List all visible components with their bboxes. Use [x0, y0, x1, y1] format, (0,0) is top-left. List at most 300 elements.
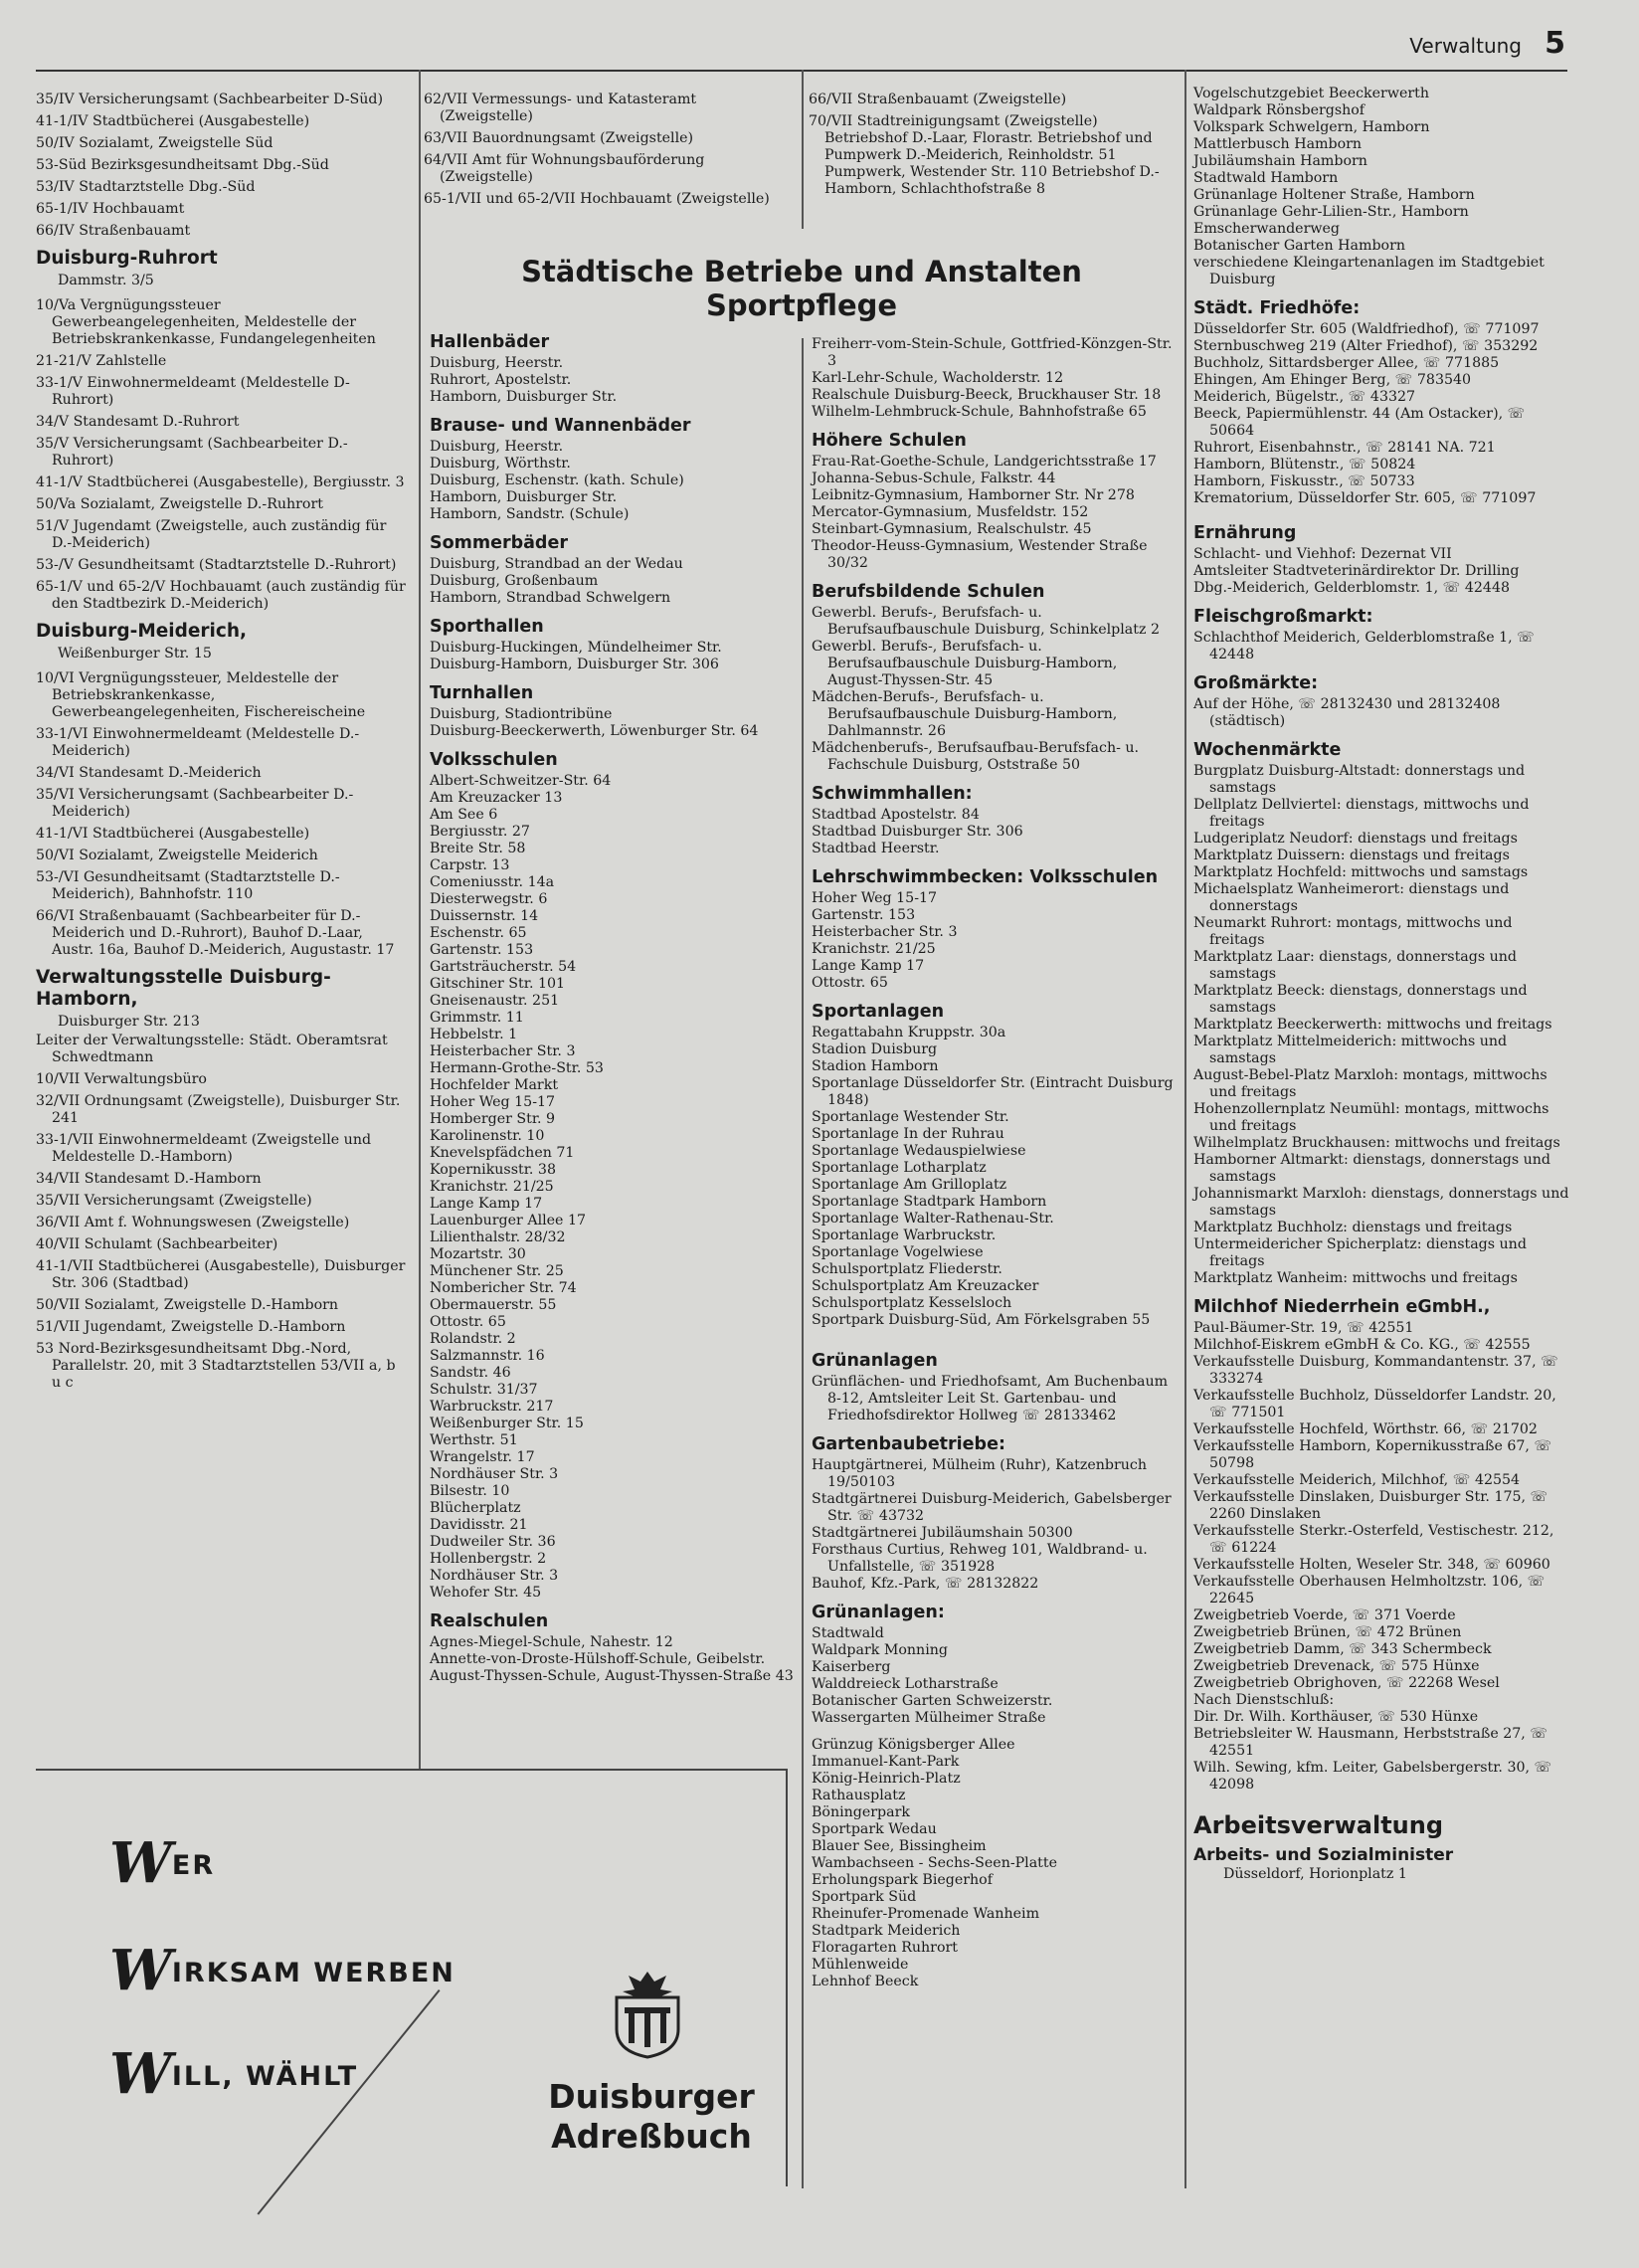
list-item: Blauer See, Bissingheim [812, 1838, 987, 1854]
list-item: Frau-Rat-Goethe-Schule, Landgerichtsstraße 17 [812, 454, 1157, 470]
hoehere-schulen-list [812, 454, 1176, 572]
list-item: Marktplatz Wanheim: mittwochs und freitags [1193, 1270, 1518, 1286]
list-item: Freiherr-vom-Stein-Schule, Gottfried-Könzgen-Str. 3 [812, 336, 1173, 369]
column-4 [1193, 86, 1571, 1883]
list-item: Wrangelstr. 17 [430, 1449, 535, 1465]
list-item: Wassergarten Mülheimer Straße [812, 1710, 1046, 1726]
list-item: 70/VII Stadtreinigungsamt (Zweigstelle) Betriebshof D.-Laar, Florastr. Betriebshof und Pumpwerk D.-Meiderich, Reinholdstr. 51 Pumpwerk, Westender Str. 110 Betriebshof D.-Hamborn, Schlachthofstraße 8 [809, 113, 1160, 197]
list-item: Floragarten Ruhrort [812, 1940, 958, 1956]
column-divider-2b [802, 338, 804, 2188]
list-item: 53/IV Stadtarztstelle Dbg.-Süd [36, 179, 256, 195]
list-item: Hochfelder Markt [430, 1077, 559, 1093]
list-item: Theodor-Heuss-Gymnasium, Westender Straße 30/32 [812, 538, 1148, 571]
turnhallen-heading: Turnhallen [430, 683, 534, 703]
column-1 [36, 92, 406, 1397]
list-item: Lauenburger Allee 17 [430, 1213, 586, 1228]
list-item: Steinbart-Gymnasium, Realschulstr. 45 [812, 521, 1092, 537]
hamborn-leiter: Leiter der Verwaltungsstelle: Städt. Oberamtsrat Schwedtmann [36, 1033, 388, 1065]
list-item: 34/VI Standesamt D.-Meiderich [36, 765, 262, 781]
list-item: Schlachthof Meiderich, Gelderblomstraße 1, ☏ 42448 [1193, 630, 1535, 662]
list-item: Hohenzollernplatz Neumühl: montags, mittwochs und freitags [1193, 1101, 1549, 1134]
list-item: Duisburg, Eschenstr. (kath. Schule) [430, 472, 684, 488]
list-item: Carpstr. 13 [430, 857, 510, 873]
list-item: Davidisstr. 21 [430, 1517, 528, 1533]
list-item: Stadion Duisburg [812, 1041, 938, 1057]
list-item: Schulsportplatz Fliederstr. [812, 1261, 1002, 1277]
ernaehrung-heading: Ernährung [1193, 523, 1297, 543]
list-item: Schlacht- und Viehhof: Dezernat VII [1193, 546, 1452, 562]
list-item: Wilhelm-Lehmbruck-Schule, Bahnhofstraße 65 [812, 404, 1147, 420]
gruenanlagen-amt [812, 1374, 1176, 1424]
advertisement [36, 1769, 788, 2186]
lehrschwimm-list [812, 890, 1176, 992]
list-item: Verkaufsstelle Hamborn, Kopernikusstraße 67, ☏ 50798 [1193, 1438, 1552, 1471]
list-item: Regattabahn Kruppstr. 30a [812, 1025, 1006, 1040]
list-item: Sportanlage Lotharplatz [812, 1160, 987, 1176]
list-item: Hoher Weg 15-17 [430, 1094, 556, 1110]
list-item: Ludgeriplatz Neudorf: dienstags und freitags [1193, 831, 1518, 847]
list-item: 65-1/IV Hochbauamt [36, 201, 185, 217]
list-item: Hoher Weg 15-17 [812, 890, 938, 906]
list-item: Lehnhof Beeck [812, 1974, 919, 1989]
list-item: Sportanlage Düsseldorfer Str. (Eintracht Duisburg 1848) [812, 1075, 1174, 1108]
arbeitsverwaltung-heading: Arbeitsverwaltung [1193, 1811, 1444, 1839]
list-item: Waldpark Rönsbergshof [1193, 102, 1366, 118]
lehrschwimm-heading: Lehrschwimmbecken: Volksschulen [812, 867, 1159, 887]
list-item: Hollenbergstr. 2 [430, 1551, 547, 1567]
list-item: Hamborn, Sandstr. (Schule) [430, 506, 630, 522]
list-item: Zweigbetrieb Voerde, ☏ 371 Voerde [1193, 1607, 1456, 1623]
meiderich-heading: Duisburg-Meiderich, [36, 621, 248, 642]
list-item: Mühlenweide [812, 1957, 909, 1973]
list-item: Weißenburger Str. 15 [430, 1416, 584, 1431]
list-item: Duisburg, Stadiontribüne [430, 706, 613, 722]
list-item: Sportanlage Stadtpark Hamborn [812, 1194, 1047, 1210]
list-item: Wambachseen - Sechs-Seen-Platte [812, 1855, 1057, 1871]
list-item: Diesterwegstr. 6 [430, 891, 548, 907]
list-item: Ruhrort, Apostelstr. [430, 372, 572, 388]
gruenanlagen-list-heading: Grünanlagen: [812, 1603, 945, 1622]
list-item: Verkaufsstelle Holten, Weseler Str. 348, ☏ 60960 [1193, 1557, 1550, 1573]
list-item: Schulsportplatz Kesselsloch [812, 1295, 1012, 1311]
column-3-top [809, 92, 1177, 203]
friedhoefe-heading: Städt. Friedhöfe: [1193, 298, 1361, 318]
list-item: 41-1/V Stadtbücherei (Ausgabestelle), Bergiusstr. 3 [36, 474, 405, 490]
sportanlagen-list [812, 1025, 1176, 1329]
list-item: Nordhäuser Str. 3 [430, 1466, 559, 1482]
list-item: Obermauerstr. 55 [430, 1297, 557, 1313]
list-item: Emscherwanderweg [1193, 221, 1340, 237]
list-item: Zweigbetrieb Drevenack, ☏ 575 Hünxe [1193, 1658, 1480, 1674]
list-item: Hauptgärtnerei, Mülheim (Ruhr), Katzenbruch 19/50103 [812, 1457, 1147, 1490]
list-item: Ottostr. 65 [430, 1314, 506, 1330]
list-item: 50/VII Sozialamt, Zweigstelle D.-Hamborn [36, 1297, 339, 1313]
list-item: Verkaufsstelle Sterkr.-Osterfeld, Vestischestr. 212, ☏ 61224 [1193, 1523, 1554, 1556]
list-item: Rathausplatz [812, 1788, 906, 1803]
hallenbaeder-heading: Hallenbäder [430, 332, 550, 352]
list-item: Stadtbad Apostelstr. 84 [812, 807, 980, 823]
list-item: Dir. Dr. Wilh. Korthäuser, ☏ 530 Hünxe [1193, 1709, 1479, 1725]
gruenanlagen-heading: Grünanlagen [812, 1351, 938, 1371]
list-item: Mädchen-Berufs-, Berufsfach- u. Berufsaufbauschule Duisburg-Hamborn, Dahlmannstr. 26 [812, 689, 1118, 739]
list-item: Am See 6 [430, 807, 498, 823]
list-item: Burgplatz Duisburg-Altstadt: donnerstags und samstags [1193, 763, 1526, 796]
list-item: Walddreieck Lotharstraße [812, 1676, 999, 1692]
list-item: Hamborner Altmarkt: dienstags, donnerstags und samstags [1193, 1152, 1551, 1185]
banner-title: Städtische Betriebe und Anstalten [521, 255, 1082, 288]
list-item: verschiedene Kleingartenanlagen im Stadtgebiet Duisburg [1193, 255, 1545, 287]
list-item: 41-1/IV Stadtbücherei (Ausgabestelle) [36, 113, 310, 129]
list-item: Breite Str. 58 [430, 841, 526, 856]
list-item: Ruhrort, Eisenbahnstr., ☏ 28141 NA. 721 [1193, 440, 1496, 456]
list-item: 35/VI Versicherungsamt (Sachbearbeiter D.-Meiderich) [36, 787, 354, 820]
list-item: Bergiusstr. 27 [430, 824, 530, 840]
list-item: Duisburg, Heerstr. [430, 355, 564, 371]
list-item: Böningerpark [812, 1804, 910, 1820]
list-item: Botanischer Garten Hamborn [1193, 238, 1405, 254]
list-item: 34/VII Standesamt D.-Hamborn [36, 1171, 262, 1187]
list-item: Johannismarkt Marxloh: dienstags, donnerstags und samstags [1193, 1186, 1569, 1219]
list-item: Botanischer Garten Schweizerstr. [812, 1693, 1053, 1709]
list-item: Marktplatz Duissern: dienstags und freitags [1193, 848, 1510, 863]
list-item: Mozartstr. 30 [430, 1246, 526, 1262]
list-item: Leibnitz-Gymnasium, Hamborner Str. Nr 278 [812, 487, 1135, 503]
page-number: 5 [1545, 26, 1565, 61]
ad-brand [527, 2077, 776, 2157]
list-item: Marktplatz Mittelmeiderich: mittwochs und samstags [1193, 1034, 1508, 1066]
ad-line-1 [109, 1830, 215, 1896]
list-item: Duisburg, Wörthstr. [430, 456, 571, 472]
list-item: Stadtwald Hamborn [1193, 170, 1339, 186]
list-item: 53-/VI Gesundheitsamt (Stadtarztstelle D.-Meiderich), Bahnhofstr. 110 [36, 869, 340, 902]
brand-line-1: Duisburger [548, 2077, 755, 2116]
ad-line-3 [109, 2041, 358, 2107]
list-item: Stadtbad Duisburger Str. 306 [812, 824, 1023, 840]
ad-text: IRKSAM WERBEN [171, 1958, 455, 1988]
list-item: Ottostr. 65 [812, 975, 888, 991]
section-banner [428, 255, 1176, 322]
list-item: Münchener Str. 25 [430, 1263, 564, 1279]
list-item: 50/Va Sozialamt, Zweigstelle D.-Ruhrort [36, 496, 323, 512]
list-item: Kranichstr. 21/25 [430, 1179, 554, 1195]
wochenmaerkte-list [1193, 763, 1571, 1287]
ad-line-2 [109, 1938, 455, 2003]
ruhrort-heading: Duisburg-Ruhrort [36, 248, 218, 269]
meiderich-address: Weißenburger Str. 15 [58, 646, 212, 662]
milchhof-list [1193, 1320, 1571, 1794]
list-item: Stadtgärtnerei Duisburg-Meiderich, Gabelsberger Str. ☏ 43732 [812, 1491, 1172, 1524]
list-item: 65-1/VII und 65-2/VII Hochbauamt (Zweigstelle) [424, 191, 770, 207]
list-item: 33-1/V Einwohnermeldeamt (Meldestelle D-Ruhrort) [36, 375, 350, 408]
list-item: Stadtwald [812, 1625, 884, 1641]
sommerbaeder-heading: Sommerbäder [430, 533, 568, 553]
friedhoefe-list [1193, 321, 1571, 507]
list-item: 41-1/VII Stadtbücherei (Ausgabestelle), Duisburger Str. 306 (Stadtbad) [36, 1258, 406, 1291]
list-item: 66/VII Straßenbauamt (Zweigstelle) [809, 92, 1067, 107]
list-item: Amtsleiter Stadtveterinärdirektor Dr. Drilling [1193, 563, 1520, 579]
list-item: Stadtbad Heerstr. [812, 841, 940, 856]
list-item: 10/VI Vergnügungssteuer, Meldestelle der Betriebskrankenkasse, Gewerbeangelegenheiten, Fischereischeine [36, 670, 366, 720]
milchhof-heading: Milchhof Niederrhein eGmbH., [1193, 1297, 1491, 1317]
list-item: Hamborn, Duisburger Str. [430, 489, 618, 505]
list-item: Stadtpark Meiderich [812, 1923, 961, 1939]
list-item: Eschenstr. 65 [430, 925, 527, 941]
list-item: Michaelsplatz Wanheimerort: dienstags und donnerstags [1193, 881, 1510, 914]
list-item: Realschule Duisburg-Beeck, Bruckhauser Str. 18 [812, 387, 1162, 403]
hamborn-heading: Verwaltungsstelle Duisburg-Hamborn, [36, 967, 331, 1010]
list-item: Verkaufsstelle Dinslaken, Duisburger Str. 175, ☏ 2260 Dinslaken [1193, 1489, 1548, 1522]
list-item: Marktplatz Hochfeld: mittwochs und samstags [1193, 864, 1529, 880]
list-item: 33-1/VI Einwohnermeldeamt (Meldestelle D.-Meiderich) [36, 726, 360, 759]
list-item: Karl-Lehr-Schule, Wacholderstr. 12 [812, 370, 1064, 386]
list-item: Sandstr. 46 [430, 1365, 511, 1381]
list-item: Zweigbetrieb Obrighoven, ☏ 22268 Wesel [1193, 1675, 1500, 1691]
list-item: 63/VII Bauordnungsamt (Zweigstelle) [424, 130, 694, 146]
list-item: Ehingen, Am Ehinger Berg, ☏ 783540 [1193, 372, 1472, 388]
entries-top [36, 92, 406, 240]
list-item: 62/VII Vermessungs- und Katasteramt (Zweigstelle) [424, 92, 697, 124]
list-item: Stadion Hamborn [812, 1058, 939, 1074]
list-item: Nach Dienstschluß: [1193, 1692, 1335, 1708]
list-item: 10/Va Vergnügungssteuer Gewerbeangelegenheiten, Meldestelle der Betriebskrankenkasse, Fundangelegenheiten [36, 297, 376, 347]
arbeitsminister-heading: Arbeits- und Sozialminister [1193, 1845, 1454, 1865]
list-item: Sportanlage Vogelwiese [812, 1244, 984, 1260]
list-item: Duisburg, Strandbad an der Wedau [430, 556, 683, 572]
list-item: Kopernikusstr. 38 [430, 1162, 556, 1178]
list-item: Sportpark Süd [812, 1889, 917, 1905]
list-item: Marktplatz Laar: dienstags, donnerstags und samstags [1193, 949, 1517, 982]
sportanlagen-heading: Sportanlagen [812, 1002, 945, 1022]
list-item: Kranichstr. 21/25 [812, 941, 936, 957]
volksschulen-heading: Volksschulen [430, 750, 558, 770]
list-item: Annette-von-Droste-Hülshoff-Schule, Geibelstr. [430, 1651, 766, 1667]
list-item: Neumarkt Ruhrort: montags, mittwochs und freitags [1193, 915, 1513, 948]
berufsschulen-list [812, 605, 1176, 774]
column-3 [812, 336, 1176, 1990]
list-item: Gneisenaustr. 251 [430, 993, 560, 1009]
list-item: Paul-Bäumer-Str. 19, ☏ 42551 [1193, 1320, 1414, 1336]
list-item: Dellplatz Dellviertel: dienstags, mittwochs und freitags [1193, 797, 1530, 830]
list-item: Verkaufsstelle Duisburg, Kommandantenstr. 37, ☏ 333274 [1193, 1354, 1558, 1387]
list-item: Gitschiner Str. 101 [430, 976, 566, 992]
list-item: Warbruckstr. 217 [430, 1399, 554, 1415]
list-item: 53-/V Gesundheitsamt (Stadtarztstelle D.-Ruhrort) [36, 557, 397, 573]
list-item: Lilienthalstr. 28/32 [430, 1229, 566, 1245]
list-item: Marktplatz Beeck: dienstags, donnerstags und samstags [1193, 983, 1528, 1016]
fleischgrossmarkt-heading: Fleischgroßmarkt: [1193, 607, 1373, 627]
gruenanlagen-list [812, 1625, 1176, 1727]
schwimmhallen-list [812, 807, 1176, 857]
list-item: Duissernstr. 14 [430, 908, 539, 924]
grossmaerkte-list [1193, 696, 1571, 730]
ad-initial: W [109, 1938, 172, 2003]
list-item: Mercator-Gymnasium, Musfeldstr. 152 [812, 504, 1089, 520]
list-item: Volkspark Schwelgern, Hamborn [1193, 119, 1430, 135]
list-item: 35/VII Versicherungsamt (Zweigstelle) [36, 1193, 312, 1209]
list-item: August-Thyssen-Schule, August-Thyssen-Straße 43 [430, 1668, 794, 1684]
gruenanlagen-list-2 [812, 1737, 1176, 1990]
list-item: Albert-Schweitzer-Str. 64 [430, 773, 612, 789]
list-item: Duisburg-Beeckerwerth, Löwenburger Str. 64 [430, 723, 759, 739]
list-item: 66/IV Straßenbauamt [36, 223, 191, 239]
hoehere-schulen-heading: Höhere Schulen [812, 431, 967, 451]
list-item: Verkaufsstelle Meiderich, Milchhof, ☏ 42554 [1193, 1472, 1521, 1488]
ruhrort-address: Dammstr. 3/5 [58, 273, 154, 288]
volksschulen-list [430, 773, 794, 1602]
list-item: Kaiserberg [812, 1659, 891, 1675]
sporthallen-heading: Sporthallen [430, 617, 544, 637]
column-2 [430, 332, 794, 1685]
hamborn-address: Duisburger Str. 213 [58, 1014, 200, 1030]
section-title: Verwaltung [1409, 34, 1522, 58]
list-item: 33-1/VII Einwohnermeldeamt (Zweigstelle und Meldestelle D.-Hamborn) [36, 1132, 372, 1165]
list-item: Sportanlage Am Grilloplatz [812, 1177, 1007, 1193]
list-item: Sportanlage Walter-Rathenau-Str. [812, 1211, 1054, 1227]
parks-list [1193, 86, 1571, 288]
list-item: Untermeidericher Spicherplatz: dienstags und freitags [1193, 1236, 1527, 1269]
list-item: 65-1/V und 65-2/V Hochbauamt (auch zuständig für den Stadtbezirk D.-Meiderich) [36, 579, 406, 612]
list-item: Johanna-Sebus-Schule, Falkstr. 44 [812, 471, 1056, 486]
list-item: 51/VII Jugendamt, Zweigstelle D.-Hamborn [36, 1319, 346, 1335]
list-item: 32/VII Ordnungsamt (Zweigstelle), Duisburger Str. 241 [36, 1093, 401, 1126]
list-item: Hebbelstr. 1 [430, 1027, 518, 1042]
list-item: Meiderich, Bügelstr., ☏ 43327 [1193, 389, 1416, 405]
list-item: Vogelschutzgebiet Beeckerwerth [1193, 86, 1429, 101]
list-item: Hamborn, Strandbad Schwelgern [430, 590, 671, 606]
list-item: Forsthaus Curtius, Rehweg 101, Waldbrand- u. Unfallstelle, ☏ 351928 [812, 1542, 1148, 1575]
list-item: Hamborn, Blütenstr., ☏ 50824 [1193, 457, 1416, 472]
list-item: Am Kreuzacker 13 [430, 790, 563, 806]
list-item: Grünflächen- und Friedhofsamt, Am Buchenbaum 8-12, Amtsleiter Leit St. Gartenbau- und Friedhofsdirektor Hollweg ☏ 28133462 [812, 1374, 1169, 1423]
ad-text: ILL, WÄHLT [171, 2061, 359, 2092]
list-item: Stadtgärtnerei Jubiläumshain 50300 [812, 1525, 1073, 1541]
wochenmaerkte-heading: Wochenmärkte [1193, 740, 1342, 760]
list-item: Lange Kamp 17 [812, 958, 925, 974]
arbeitsminister-address: Düsseldorf, Horionplatz 1 [1223, 1866, 1407, 1882]
list-item: Agnes-Miegel-Schule, Nahestr. 12 [430, 1634, 673, 1650]
column-divider-3 [1184, 70, 1186, 2188]
list-item: Mädchenberufs-, Berufsaufbau-Berufsfach- u. Fachschule Duisburg, Oststraße 50 [812, 740, 1140, 773]
schwimmhallen-heading: Schwimmhallen: [812, 784, 973, 804]
ad-initial: W [109, 1830, 172, 1896]
list-item: Milchhof-Eiskrem eGmbH & Co. KG., ☏ 42555 [1193, 1337, 1531, 1353]
ad-initial: W [109, 2041, 172, 2107]
list-item: 53 Nord-Bezirksgesundheitsamt Dbg.-Nord, Parallelstr. 20, mit 3 Stadtarztstellen 53/VII a, b u c [36, 1341, 396, 1391]
list-item: 41-1/VI Stadtbücherei (Ausgabestelle) [36, 826, 310, 842]
list-item: Comeniusstr. 14a [430, 874, 555, 890]
list-item: Heisterbacher Str. 3 [430, 1043, 576, 1059]
column-divider-1 [419, 70, 421, 1769]
list-item: Waldpark Monning [812, 1642, 948, 1658]
list-item: Grimmstr. 11 [430, 1010, 524, 1026]
list-item: Krematorium, Düsseldorfer Str. 605, ☏ 771097 [1193, 490, 1537, 506]
list-item: Grünzug Königsberger Allee [812, 1737, 1015, 1753]
list-item: Mattlerbusch Hamborn [1193, 136, 1363, 152]
list-item: 34/V Standesamt D.-Ruhrort [36, 414, 240, 430]
list-item: Wilh. Sewing, kfm. Leiter, Gabelsbergerstr. 30, ☏ 42098 [1193, 1760, 1552, 1793]
list-item: Bauhof, Kfz.-Park, ☏ 28132822 [812, 1576, 1039, 1592]
list-item: Sportanlage Warbruckstr. [812, 1228, 997, 1243]
list-item: Duisburg, Heerstr. [430, 439, 564, 455]
list-item: August-Bebel-Platz Marxloh: montags, mittwochs und freitags [1193, 1067, 1548, 1100]
list-item: Hamborn, Duisburger Str. [430, 389, 618, 405]
list-item: Werthstr. 51 [430, 1432, 518, 1448]
list-item: 35/V Versicherungsamt (Sachbearbeiter D.-Ruhrort) [36, 436, 348, 469]
list-item: Nordhäuser Str. 3 [430, 1568, 559, 1584]
list-item: Karolinenstr. 10 [430, 1128, 545, 1144]
list-item: 36/VII Amt f. Wohnungswesen (Zweigstelle) [36, 1215, 350, 1230]
banner-subtitle: Sportpflege [705, 288, 898, 322]
list-item: Jubiläumshain Hamborn [1193, 153, 1367, 169]
list-item: Gartsträucherstr. 54 [430, 959, 577, 975]
list-item: Rheinufer-Promenade Wanheim [812, 1906, 1040, 1922]
list-item: Blücherplatz [430, 1500, 521, 1516]
list-item: Hermann-Grothe-Str. 53 [430, 1060, 604, 1076]
list-item: Gartenstr. 153 [812, 907, 916, 923]
list-item: Schulstr. 31/37 [430, 1382, 538, 1398]
list-item: Knevelspfädchen 71 [430, 1145, 575, 1161]
duisburg-crest-icon [611, 1968, 684, 2059]
list-item: Marktplatz Beeckerwerth: mittwochs und freitags [1193, 1017, 1552, 1033]
realschulen-heading: Realschulen [430, 1611, 549, 1631]
list-item: Duisburg-Hamborn, Duisburger Str. 306 [430, 657, 719, 672]
list-item: Gewerbl. Berufs-, Berufsfach- u. Berufsaufbauschule Duisburg, Schinkelplatz 2 [812, 605, 1160, 638]
list-item: Duisburg, Großenbaum [430, 573, 599, 589]
list-item: Wilhelmplatz Bruckhausen: mittwochs und freitags [1193, 1135, 1560, 1151]
list-item: Sportanlage Wedauspielwiese [812, 1143, 1026, 1159]
list-item: König-Heinrich-Platz [812, 1771, 961, 1787]
column-divider-2 [802, 70, 804, 229]
list-item: Nombericher Str. 74 [430, 1280, 577, 1296]
list-item: Bilsestr. 10 [430, 1483, 510, 1499]
berufsschulen-heading: Berufsbildende Schulen [812, 582, 1045, 602]
list-item: Sportanlage In der Ruhrau [812, 1126, 1004, 1142]
list-item: 50/VI Sozialamt, Zweigstelle Meiderich [36, 848, 318, 863]
list-item: Heisterbacher Str. 3 [812, 924, 958, 940]
page-header [969, 26, 1565, 66]
gartenbau-list [812, 1457, 1176, 1593]
list-item: Sportpark Duisburg-Süd, Am Förkelsgraben 55 [812, 1312, 1151, 1328]
list-item: Gewerbl. Berufs-, Berufsfach- u. Berufsaufbauschule Duisburg-Hamborn, August-Thyssen-Str. 45 [812, 639, 1118, 688]
list-item: Düsseldorfer Str. 605 (Waldfriedhof), ☏ 771097 [1193, 321, 1540, 337]
list-item: Dbg.-Meiderich, Gelderblomstr. 1, ☏ 42448 [1193, 580, 1510, 596]
list-item: Sternbuschweg 219 (Alter Friedhof), ☏ 353292 [1193, 338, 1539, 354]
list-item: Immanuel-Kant-Park [812, 1754, 960, 1770]
ernaehrung-list [1193, 546, 1571, 597]
list-item: Auf der Höhe, ☏ 28132430 und 28132408 (städtisch) [1193, 696, 1501, 729]
list-item: Grünanlage Gehr-Lilien-Str., Hamborn [1193, 204, 1469, 220]
list-item: Marktplatz Buchholz: dienstags und freitags [1193, 1220, 1513, 1235]
list-item: 35/IV Versicherungsamt (Sachbearbeiter D-Süd) [36, 92, 383, 107]
grossmaerkte-heading: Großmärkte: [1193, 673, 1319, 693]
list-item: 66/VI Straßenbauamt (Sachbearbeiter für D.-Meiderich und D.-Ruhrort), Bauhof D.-Laar, Austr. 16a, Bauhof D.-Meiderich, Augustastr. 17 [36, 908, 395, 958]
list-item: Dudweiler Str. 36 [430, 1534, 556, 1550]
list-item: Verkaufsstelle Oberhausen Helmholtzstr. 106, ☏ 22645 [1193, 1574, 1546, 1606]
list-item: Wehofer Str. 45 [430, 1585, 542, 1601]
list-item: 64/VII Amt für Wohnungsbauförderung (Zweigstelle) [424, 152, 705, 185]
list-item: Verkaufsstelle Hochfeld, Wörthstr. 66, ☏ 21702 [1193, 1421, 1538, 1437]
list-item: 40/VII Schulamt (Sachbearbeiter) [36, 1236, 278, 1252]
list-item: Beeck, Papiermühlenstr. 44 (Am Ostacker), ☏ 50664 [1193, 406, 1526, 439]
list-item: Zweigbetrieb Brünen, ☏ 472 Brünen [1193, 1624, 1462, 1640]
list-item: Betriebsleiter W. Hausmann, Herbststraße 27, ☏ 42551 [1193, 1726, 1548, 1759]
list-item: Sportanlage Westender Str. [812, 1109, 1009, 1125]
list-item: 10/VII Verwaltungsbüro [36, 1071, 207, 1087]
list-item: 53-Süd Bezirksgesundheitsamt Dbg.-Süd [36, 157, 329, 173]
list-item: 21-21/V Zahlstelle [36, 353, 167, 369]
list-item: Buchholz, Sittardsberger Allee, ☏ 771885 [1193, 355, 1500, 371]
list-item: Gartenstr. 153 [430, 942, 534, 958]
